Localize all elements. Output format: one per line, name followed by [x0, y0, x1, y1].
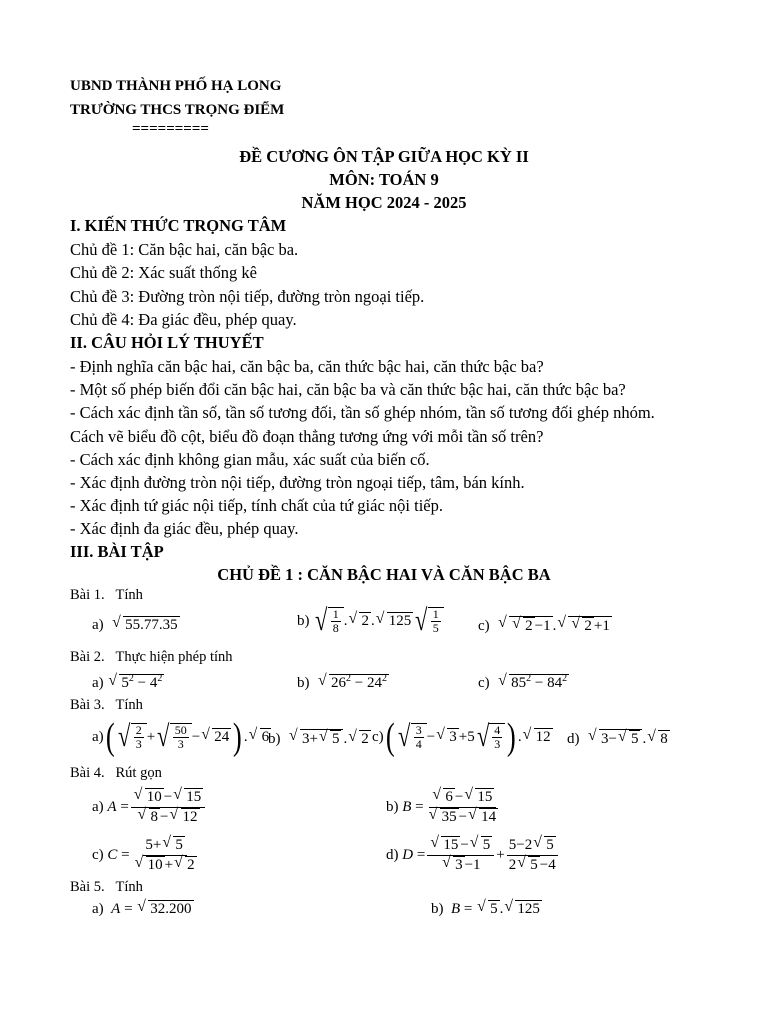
- part-label: b): [297, 612, 310, 629]
- part-label: b): [297, 675, 310, 691]
- part-label: c): [478, 618, 490, 634]
- exercise-number: Bài 5.: [70, 879, 105, 895]
- question-item: - Định nghĩa căn bậc hai, căn bậc ba, căn thức bậc hai, căn thức bậc ba?: [70, 357, 544, 376]
- exercise-3-label: [70, 697, 143, 714]
- topic-heading: CHỦ ĐỀ 1 : CĂN BẬC HAI VÀ CĂN BẬC BA: [217, 565, 551, 584]
- ex4-part-a: a) A = √ 10 −√ 15 √ 8 −√ 12: [92, 784, 207, 830]
- exercise-5-label: [70, 879, 143, 896]
- question-item: - Xác định tứ giác nội tiếp, tính chất của tứ giác nội tiếp.: [70, 496, 443, 515]
- part-label: b): [431, 901, 444, 917]
- ex3-part-a: a) ( √ $\frac{2}{3}$ + √ $\frac{50}{3}$ − √ 24 ) . √ 6: [92, 714, 271, 760]
- section-1-heading: I. KIẾN THỨC TRỌNG TÂM: [70, 216, 287, 235]
- part-label: a): [92, 901, 104, 917]
- ex3-part-b: b) √ 3+√ 5 .√ 2: [268, 729, 371, 748]
- org-name: UBND THÀNH PHỐ HẠ LONG: [70, 78, 282, 94]
- exercise-number: Bài 3.: [70, 697, 105, 713]
- ex3-part-c: c) ( √ $\frac{3}{4}$ − √ 3 +5 √ $\frac{4}{3}$ ) . √ 12: [372, 714, 553, 760]
- question-item: - Cách xác định tần số, tần số tương đối, tần số ghép nhóm, tần số tương đối ghép nhóm.: [70, 403, 655, 422]
- question-item: - Xác định đa giác đều, phép quay.: [70, 519, 299, 538]
- exercise-number: Bài 4.: [70, 765, 105, 781]
- ex5-part-a: a) A = √ 32.200: [92, 900, 194, 918]
- document-title: ĐỀ CƯƠNG ÔN TẬP GIỮA HỌC KỲ II: [239, 147, 529, 166]
- topic-item: Chủ đề 3: Đường tròn nội tiếp, đường tròn ngoại tiếp.: [70, 287, 425, 306]
- ex3-part-d: d) √ 3−√ 5 .√ 8: [567, 729, 670, 748]
- exercise-number: Bài 2.: [70, 649, 105, 665]
- part-label: a): [92, 728, 104, 745]
- question-item: - Xác định đường tròn nội tiếp, đường tròn ngoại tiếp, tâm, bán kính.: [70, 473, 525, 492]
- ex1-part-c: c) √ √ 2 −1 .√ √ 2 +1: [478, 616, 612, 635]
- header-divider: =========: [132, 121, 209, 137]
- ex4-part-b: b) B = √ 6 −√ 15 √ 35 −√ 14: [386, 784, 502, 830]
- topic-item: Chủ đề 2: Xác suất thống kê: [70, 263, 257, 282]
- ex2-part-c: c) √ $85^2 - 84^2$: [478, 674, 569, 692]
- part-label: a): [92, 675, 104, 691]
- exercise-task: Tính: [115, 587, 143, 603]
- exercise-task: Tính: [115, 879, 143, 895]
- question-item: Cách vẽ biểu đồ cột, biểu đồ đoạn thẳng tương ứng với mỗi tần số trên?: [70, 427, 544, 446]
- exercise-task: Thực hiện phép tính: [115, 649, 233, 665]
- part-label: d): [567, 731, 580, 747]
- section-2-heading: II. CÂU HỎI LÝ THUYẾT: [70, 333, 264, 352]
- exercise-task: Tính: [115, 697, 143, 713]
- exercise-4-label: [70, 765, 162, 782]
- section-3-heading: III. BÀI TẬP: [70, 542, 164, 561]
- question-item: - Một số phép biến đổi căn bậc hai, căn bậc ba và căn thức bậc hai, căn thức bậc ba?: [70, 380, 626, 399]
- topic-item: Chủ đề 1: Căn bậc hai, căn bậc ba.: [70, 240, 299, 259]
- ex4-part-d: d) D = √ 15 −√ 5 √ 3 −1 + $\frac{5-2√ 5}{2√ 5 -4}$: [386, 832, 560, 878]
- question-item: - Cách xác định không gian mẫu, xác suất của biến cố.: [70, 450, 430, 469]
- exercise-2-label: [70, 649, 233, 666]
- ex1-part-b: b) √ $\frac{1}{8}$ . √ 2 . √ 125 √ $\frac{1}{5}$: [297, 606, 444, 636]
- ex1-part-a: a) √ 55.77.35: [92, 616, 180, 634]
- topic-item: Chủ đề 4: Đa giác đều, phép quay.: [70, 310, 297, 329]
- school-year: NĂM HỌC 2024 - 2025: [301, 193, 467, 212]
- ex4-part-c: c) C = 5+√ 5 √ 10 +√ 2: [92, 832, 201, 878]
- part-label: c): [92, 846, 104, 863]
- part-label: c): [372, 728, 384, 745]
- school-name: TRƯỜNG THCS TRỌNG ĐIỂM: [70, 102, 285, 118]
- part-label: b): [268, 731, 281, 747]
- part-label: b): [386, 798, 399, 815]
- exercise-number: Bài 1.: [70, 587, 105, 603]
- part-label: a): [92, 798, 104, 815]
- ex2-part-b: b) √ $26^2 - 24^2$: [297, 674, 389, 692]
- subject-line: MÔN: TOÁN 9: [329, 170, 439, 189]
- exercise-1-label: [70, 587, 143, 604]
- exercise-task: Rút gọn: [115, 765, 162, 781]
- part-label: a): [92, 617, 104, 633]
- ex2-part-a: a) √ $5^2 - 4^2$: [92, 674, 164, 692]
- part-label: d): [386, 846, 399, 863]
- part-label: c): [478, 675, 490, 691]
- ex5-part-b: b) B = √ 5 .√ 125: [431, 900, 542, 918]
